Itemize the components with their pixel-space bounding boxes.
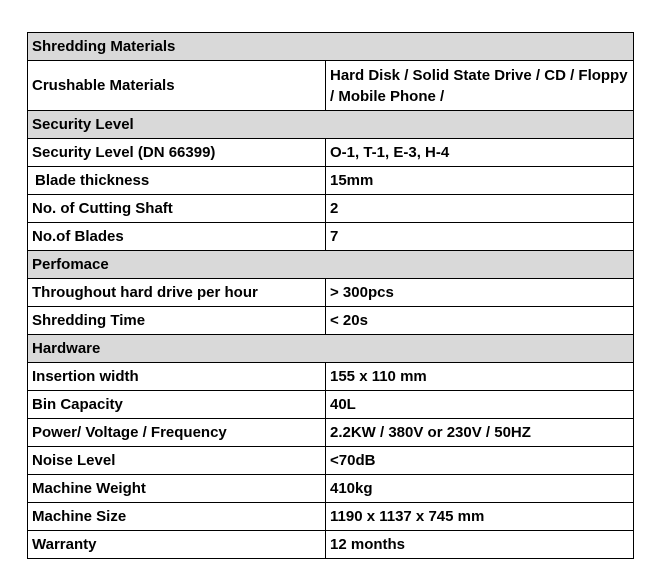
row-label: Machine Weight [28, 475, 326, 503]
table-row [28, 475, 634, 503]
row-value: <70dB [326, 447, 634, 475]
section-header-row [28, 251, 634, 279]
row-value: 15mm [326, 167, 634, 195]
row-value: 7 [326, 223, 634, 251]
table-row [28, 307, 634, 335]
row-value: 40L [326, 391, 634, 419]
section-header-row [28, 111, 634, 139]
section-title: Perfomace [28, 251, 634, 279]
table-row [28, 363, 634, 391]
table-row [28, 223, 634, 251]
row-label: Crushable Materials [28, 61, 326, 111]
row-value: 2 [326, 195, 634, 223]
table-row [28, 61, 634, 111]
table-row [28, 503, 634, 531]
table-row [28, 419, 634, 447]
row-label: Insertion width [28, 363, 326, 391]
row-label: Shredding Time [28, 307, 326, 335]
table-row [28, 139, 634, 167]
row-value: 410kg [326, 475, 634, 503]
spec-table [27, 32, 634, 559]
row-label: Throughout hard drive per hour [28, 279, 326, 307]
row-value: Hard Disk / Solid State Drive / CD / Floppy / Mobile Phone / [326, 61, 634, 111]
table-row [28, 195, 634, 223]
table-row [28, 391, 634, 419]
row-label: Blade thickness [28, 167, 326, 195]
section-header-row [28, 335, 634, 363]
row-label: Bin Capacity [28, 391, 326, 419]
row-value: < 20s [326, 307, 634, 335]
row-value: > 300pcs [326, 279, 634, 307]
row-label: No. of Cutting Shaft [28, 195, 326, 223]
row-label: Noise Level [28, 447, 326, 475]
row-value: 2.2KW / 380V or 230V / 50HZ [326, 419, 634, 447]
table-row [28, 447, 634, 475]
row-label: Power/ Voltage / Frequency [28, 419, 326, 447]
section-title: Shredding Materials [28, 33, 634, 61]
row-value: 155 x 110 mm [326, 363, 634, 391]
table-row [28, 167, 634, 195]
row-value: 12 months [326, 531, 634, 559]
section-title: Security Level [28, 111, 634, 139]
row-label: Security Level (DN 66399) [28, 139, 326, 167]
table-row [28, 531, 634, 559]
row-value: O-1, T-1, E-3, H-4 [326, 139, 634, 167]
section-title: Hardware [28, 335, 634, 363]
table-row [28, 279, 634, 307]
section-header-row [28, 33, 634, 61]
row-label: No.of Blades [28, 223, 326, 251]
row-label: Machine Size [28, 503, 326, 531]
row-label: Warranty [28, 531, 326, 559]
row-value: 1190 x 1137 x 745 mm [326, 503, 634, 531]
